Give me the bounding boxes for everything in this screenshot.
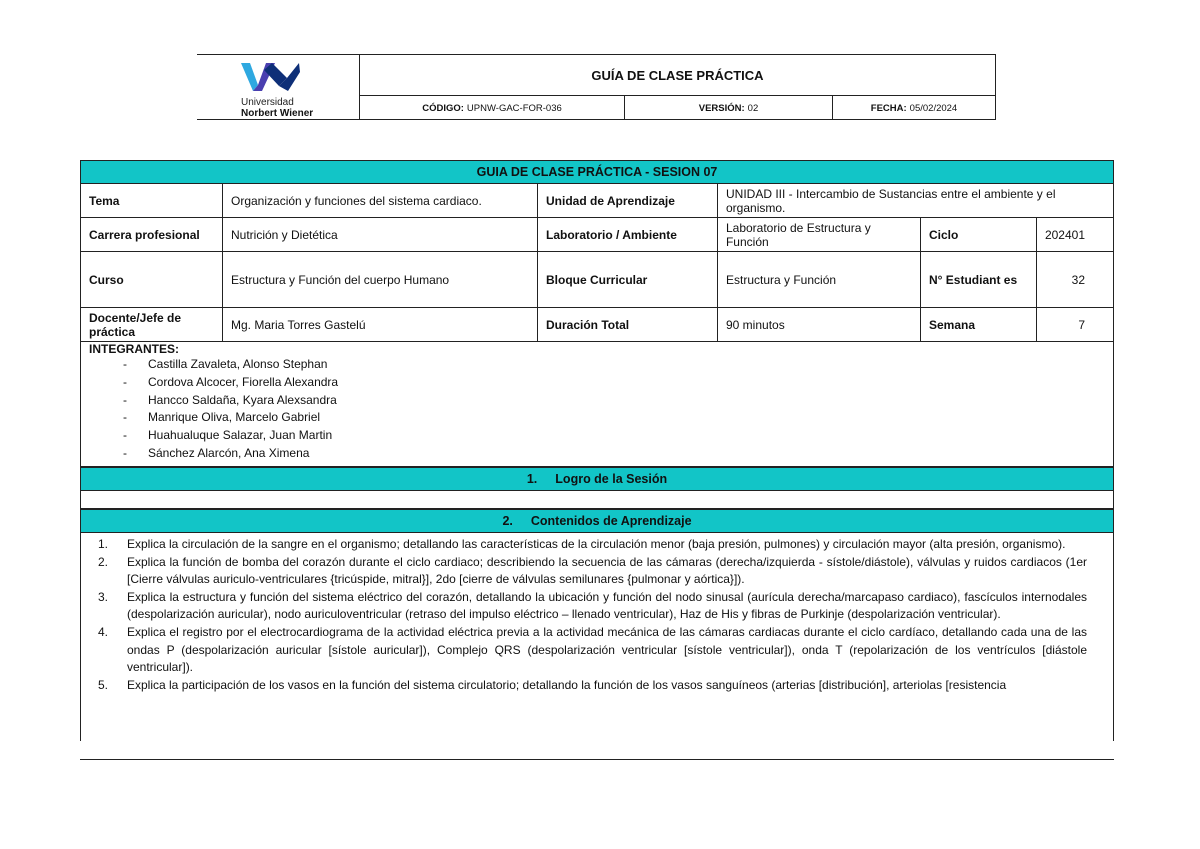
document-header	[197, 54, 996, 120]
curso-value: Estructura y Función del cuerpo Humano	[223, 252, 538, 307]
logro-band	[80, 467, 1114, 491]
item-text: Explica la función de bomba del corazón durante el ciclo cardiaco; describiendo la secuencia de las cámaras (derecha/izquierda - sístole/diástole), válvulas y ruidos cardiacos (1er [Cierre válvulas auriculo-ventriculares {tricúspide, mitral}], 2do [cierre de válvulas semilunares {pulmonar y aórtica}]).	[127, 554, 1087, 587]
item-number: 3.	[98, 589, 109, 604]
row-tema	[80, 184, 1114, 218]
header-info-box	[359, 54, 996, 120]
integrantes-section	[80, 342, 1114, 467]
session-title-band	[80, 160, 1114, 184]
session-table	[80, 160, 1114, 741]
item-text: Explica la participación de los vasos en la función del sistema circulatorio; detallando la función de los vasos sanguíneos (arterias [distribución], arteriolas [resistencia	[127, 677, 1007, 692]
estudiantes-label: N° Estudiant es	[921, 252, 1037, 307]
item-number: 2.	[98, 554, 109, 569]
list-item: - Manrique Oliva, Marcelo Gabriel	[117, 409, 1105, 427]
logo-text-line1: Universidad	[241, 97, 294, 108]
item-text: Explica la estructura y función del sistema eléctrico del corazón, detallando la ubicación y función del nodo sinusal (aurícula derecha/marcapaso cardiaco), fascículos internodales (despolarización auricular), nodo auriculoventricular (retraso del impulso eléctrico – llenado ventricular), Haz de His y fibras de Purkinje (despolarización ventricular).	[127, 589, 1087, 622]
logo-text-line2: Norbert Wiener	[241, 108, 314, 119]
list-item	[93, 677, 1087, 695]
contenidos-number: 2.	[502, 514, 513, 528]
code-value: UPNW-GAC-FOR-036	[466, 102, 562, 114]
tema-label: Tema	[81, 184, 223, 217]
ciclo-value: 202401	[1044, 227, 1085, 242]
row-docente	[80, 308, 1114, 342]
carrera-value: Nutrición y Dietética	[223, 218, 538, 251]
ciclo-label: Ciclo	[921, 218, 1037, 251]
row-curso	[80, 252, 1114, 308]
date-value: 05/02/2024	[909, 102, 958, 114]
docente-label: Docente/Jefe de práctica	[81, 308, 223, 341]
version-field	[625, 96, 833, 120]
unidad-value: UNIDAD III - Intercambio de Sustancias entre el ambiente y el organismo.	[726, 186, 1056, 215]
list-item	[93, 554, 1087, 589]
docente-value: Mg. Maria Torres Gastelú	[223, 308, 538, 341]
item-text: Explica la circulación de la sangre en el organismo; detallando las características de la circulación menor (baja presión, pulmones) y circulación mayor (alta presión, organismo).	[127, 537, 1066, 551]
semana-value: 7	[1078, 317, 1085, 332]
logro-content-empty	[80, 491, 1114, 509]
list-item: - Hancco Saldaña, Kyara Alexsandra	[117, 392, 1105, 410]
page-cut-line	[80, 759, 1114, 760]
version-label: VERSIÓN:	[698, 102, 745, 114]
logo-mark-icon	[239, 60, 301, 94]
logro-number: 1.	[526, 472, 538, 486]
list-item: - Sánchez Alarcón, Ana Ximena	[117, 445, 1105, 463]
carrera-label: Carrera profesional	[81, 218, 223, 251]
contenidos-title: Contenidos de Aprendizaje	[530, 514, 692, 528]
lab-value: Laboratorio de Estructura y Función	[718, 218, 921, 251]
duracion-label: Duración Total	[538, 308, 718, 341]
estudiantes-value: 32	[1071, 272, 1085, 287]
session-title: GUIA DE CLASE PRÁCTICA - SESION 07	[476, 165, 718, 179]
document-title: GUÍA DE CLASE PRÁCTICA	[360, 55, 995, 96]
integrantes-label: INTEGRANTES:	[89, 342, 179, 356]
code-label: CÓDIGO:	[422, 102, 464, 114]
date-field	[833, 96, 995, 120]
integrantes-list	[89, 356, 1105, 463]
lab-label: Laboratorio / Ambiente	[538, 218, 718, 251]
list-item: - Huahualuque Salazar, Juan Martin	[117, 427, 1105, 445]
curso-label: Curso	[81, 252, 223, 307]
header-meta-row	[360, 96, 995, 120]
logro-title: Logro de la Sesión	[555, 472, 668, 486]
list-item	[93, 624, 1087, 677]
item-number: 4.	[98, 624, 109, 639]
item-number: 5.	[98, 677, 109, 692]
unidad-label: Unidad de Aprendizaje	[538, 184, 718, 217]
tema-value: Organización y funciones del sistema cardiaco.	[223, 184, 538, 217]
version-value: 02	[747, 102, 759, 114]
bloque-value: Estructura y Función	[718, 252, 921, 307]
code-field	[360, 96, 625, 120]
contenidos-list	[93, 536, 1087, 694]
row-carrera	[80, 218, 1114, 252]
contenidos-list-section	[80, 533, 1114, 741]
contenidos-band	[80, 509, 1114, 533]
semana-label: Semana	[921, 308, 1037, 341]
item-text: Explica el registro por el electrocardiograma de la actividad eléctrica previa a la actividad mecánica de las cámaras cardiacas durante el ciclo cardíaco, detallando cada una de las ondas P (despolarización auricular [sístole auricular]), Complejo QRS (despolarización ventricular [sístole ventricular]), onda T (repolarización de los ventrículos [diástole ventricular]).	[127, 624, 1087, 675]
date-label: FECHA:	[870, 102, 907, 114]
university-logo	[197, 54, 359, 120]
list-item	[93, 536, 1087, 554]
list-item	[93, 589, 1087, 624]
duracion-value: 90 minutos	[718, 308, 921, 341]
list-item: - Cordova Alcocer, Fiorella Alexandra	[117, 374, 1105, 392]
item-number: 1.	[98, 537, 109, 551]
bloque-label: Bloque Curricular	[538, 252, 718, 307]
list-item: - Castilla Zavaleta, Alonso Stephan	[117, 356, 1105, 374]
